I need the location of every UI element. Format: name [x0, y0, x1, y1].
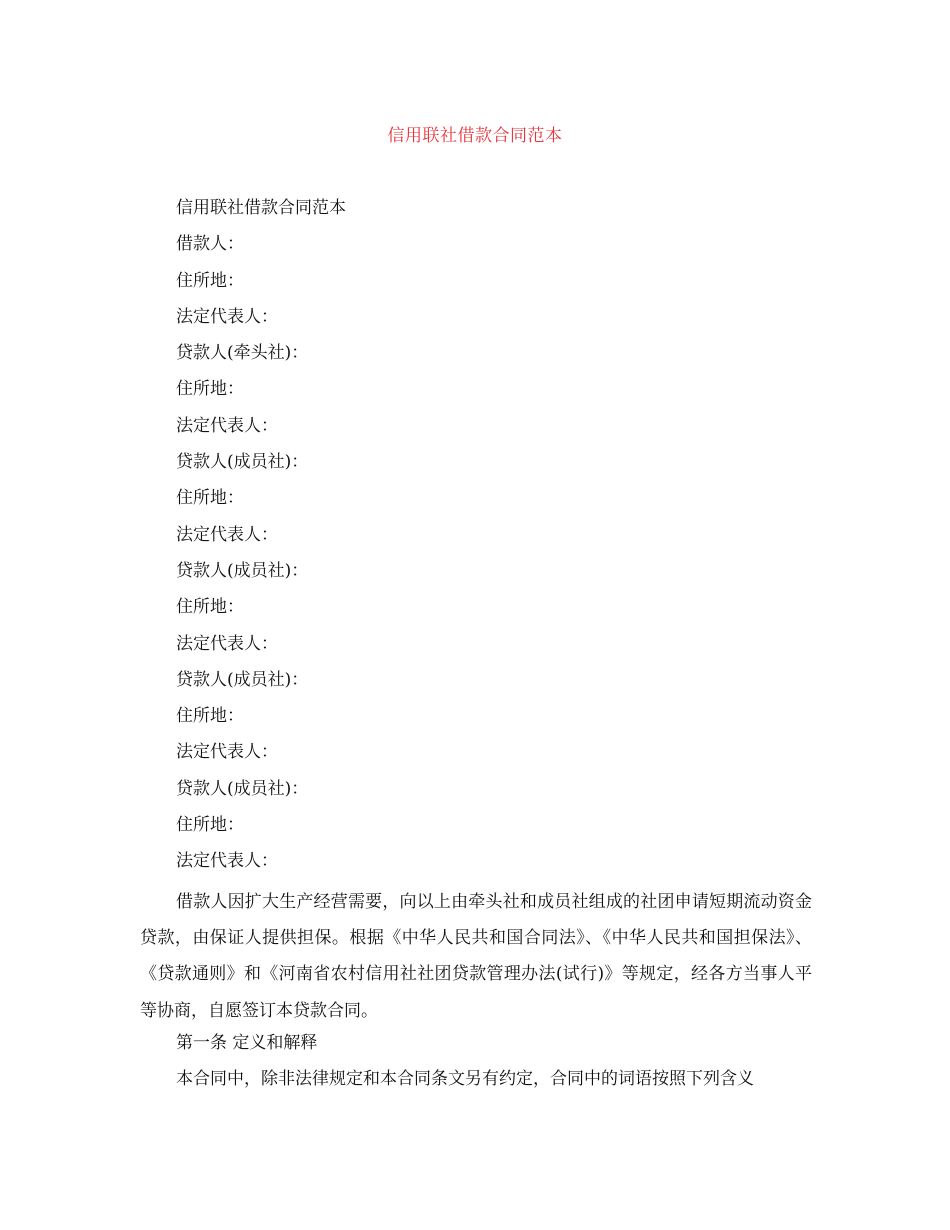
lead-lender-address-field: 住所地：	[176, 379, 244, 400]
subtitle-line: 信用联社借款合同范本	[176, 198, 346, 218]
member-lender-2-field: 贷款人(成员社)：	[176, 560, 309, 581]
article-1-text: 本合同中，除非法律规定和本合同条文另有约定，合同中的词语按照下列含义	[176, 1069, 754, 1090]
member-lender-4-address-field: 住所地：	[176, 815, 244, 836]
borrower-address-field: 住所地：	[176, 270, 244, 291]
member-lender-2-representative-field: 法定代表人：	[176, 633, 278, 654]
member-lender-4-field: 贷款人(成员社)：	[176, 778, 309, 799]
member-lender-3-representative-field: 法定代表人：	[176, 742, 278, 763]
article-1-heading: 第一条 定义和解释	[176, 1032, 318, 1053]
lead-lender-representative-field: 法定代表人：	[176, 415, 278, 436]
member-lender-2-address-field: 住所地：	[176, 597, 244, 618]
document-title: 信用联社借款合同范本	[387, 126, 563, 146]
borrower-field: 借款人：	[176, 234, 244, 255]
member-lender-3-address-field: 住所地：	[176, 706, 244, 727]
member-lender-3-field: 贷款人(成员社)：	[176, 669, 309, 690]
borrower-representative-field: 法定代表人：	[176, 306, 278, 327]
intro-paragraph: 借款人因扩大生产经营需要，向以上由牵头社和成员社组成的社团申请短期流动资金贷款，由保证人提供担保。根据《中华人民共和国合同法》、《中华人民共和国担保法》、《贷款通则》和《河南省农村信用社社团贷款管理办法(试行)》等规定，经各方当事人平等协商，自愿签订本贷款合同。	[140, 891, 812, 1021]
member-lender-1-representative-field: 法定代表人：	[176, 524, 278, 545]
document-body	[140, 194, 812, 1101]
member-lender-1-address-field: 住所地：	[176, 488, 244, 509]
lead-lender-field: 贷款人(牵头社)：	[176, 343, 309, 364]
member-lender-4-representative-field: 法定代表人：	[176, 851, 278, 872]
member-lender-1-field: 贷款人(成员社)：	[176, 452, 309, 473]
